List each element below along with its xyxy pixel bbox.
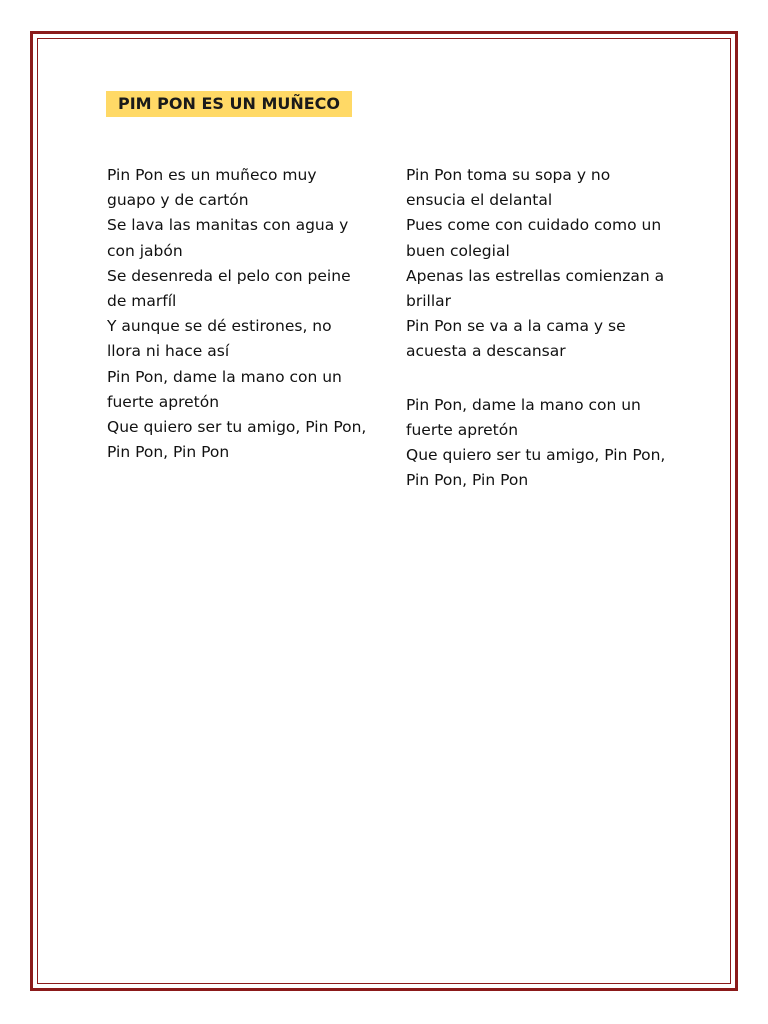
lyric-line: Pin Pon toma su sopa y no ensucia el delantal	[406, 166, 611, 210]
lyric-line: Pin Pon es un muñeco muy guapo y de cartón	[107, 166, 317, 210]
song-title: PIM PON ES UN MUÑECO	[106, 91, 352, 117]
stanza-gap	[406, 365, 666, 393]
lyric-line: Y aunque se dé estirones, no llora ni hace así	[107, 317, 332, 361]
lyric-line: Se desenreda el pelo con peine de marfíl	[107, 266, 351, 311]
lyric-line: Se lava las manitas con agua y con jabón	[107, 216, 349, 260]
lyric-line: Pues come con cuidado como un buen colegial	[406, 216, 662, 260]
lyric-line: Que quiero ser tu amigo, Pin Pon, Pin Pon, Pin Pon	[107, 418, 367, 462]
lyrics-right-column	[406, 163, 666, 493]
lyrics-left-column	[107, 163, 367, 465]
lyric-line: Que quiero ser tu amigo, Pin Pon, Pin Pon, Pin Pon	[406, 446, 666, 490]
lyric-line: Pin Pon, dame la mano con un fuerte apretón	[107, 367, 342, 411]
lyric-line: Pin Pon se va a la cama y se acuesta a descansar	[406, 317, 626, 361]
lyric-line: Pin Pon, dame la mano con un fuerte apretón	[406, 395, 641, 439]
lyric-line: Apenas las estrellas comienzan a brillar	[406, 266, 665, 311]
